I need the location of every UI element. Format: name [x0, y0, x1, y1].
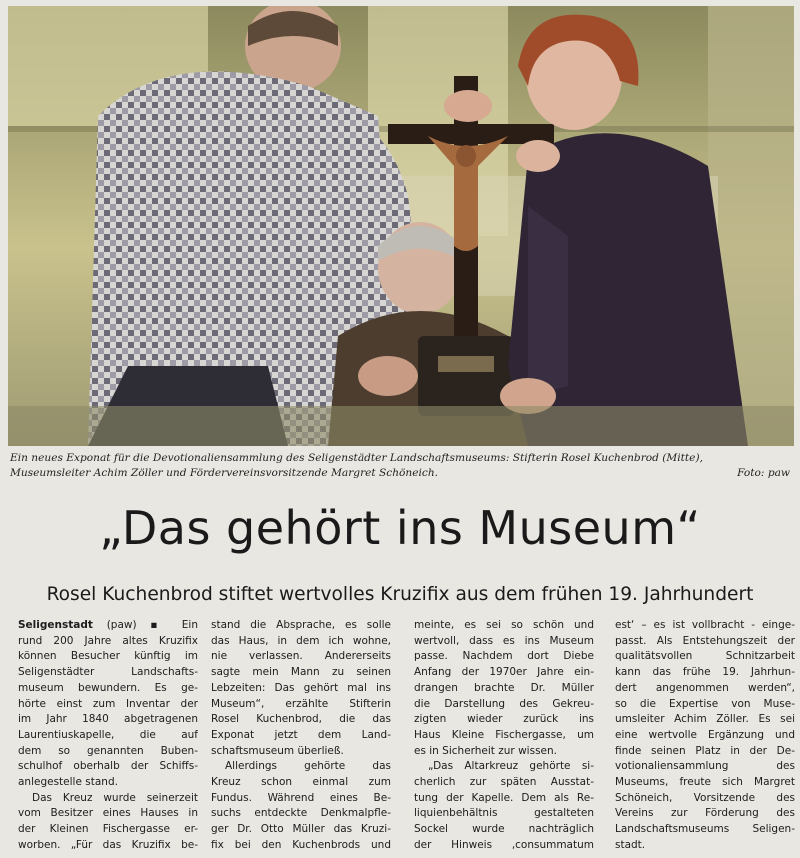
article-line: worben. „Für das Kruzifix be-: [18, 838, 198, 851]
subheadline: Rosel Kuchenbrod stiftet wertvolles Kruzifix aus dem frühen 19. Jahrhundert: [46, 584, 754, 605]
article-line: umsleiter Achim Zöller. Es sei: [615, 713, 795, 726]
article-line: stadt.: [615, 838, 646, 851]
article-line: hörte einst zum Inventar der: [18, 697, 198, 710]
article-line: es in Sicherheit zur wissen.: [414, 744, 557, 757]
article-line: so die Expertise von Muse-: [615, 697, 795, 710]
article-line: meinte, es sei so schön und: [414, 619, 594, 631]
dateline: Seligenstadt: [18, 619, 93, 631]
article-line: die Darstellung des Gekreu-: [414, 697, 594, 710]
article-line: können Besucher künftig im: [18, 650, 198, 663]
article-line: „Das Altarkreuz gehörte si-: [428, 760, 594, 773]
article-line: passe. Nachdem dort Diebe: [414, 650, 594, 663]
article-line: Allerdings gehörte das: [225, 760, 391, 773]
article-line: votionaliensammlung des: [615, 760, 795, 773]
article-line: Landschaftsmuseums Seligen-: [615, 823, 795, 836]
article-line: dem so genannten Buben-: [18, 744, 198, 757]
article-line: Lebzeiten: Das gehört mal ins: [211, 681, 391, 694]
article-line: est‘ – es ist vollbracht - einge-: [615, 619, 795, 631]
article-line: eine wertvolle Ergänzung und: [615, 728, 795, 741]
article-line: Schöneich, Vorsitzende des: [615, 791, 795, 804]
article-line: vom Besitzer eines Hauses in: [18, 807, 198, 820]
article-line: drangen brachte Dr. Müller: [414, 681, 594, 694]
article-line: kann das frühe 19. Jahrhun-: [615, 666, 795, 679]
article-column-3: [414, 618, 594, 854]
caption-line-1: Ein neues Exponat für die Devotionaliensammlung des Seligenstädter Landschaftsmuseums: Stifterin Rosel Kuchenbrod (Mitte),: [10, 452, 703, 464]
article-line: Fundus. Während eines Be-: [211, 791, 391, 804]
article-line: schaftsmuseum überließ.: [211, 744, 344, 757]
article-column-1: [18, 618, 198, 854]
article-line: wertvoll, dass es ins Museum: [414, 634, 594, 647]
article-line: finde seinen Platz in der De-: [615, 744, 795, 757]
article-line: rund 200 Jahre altes Kruzifix: [18, 634, 198, 647]
article-body: [18, 618, 800, 858]
photo-people-crucifix-icon: [8, 6, 794, 446]
headline: „Das gehört ins Museum“: [99, 501, 701, 555]
photo-credit: Foto: paw: [737, 467, 790, 479]
article-line: passt. Als Entstehungszeit der: [615, 634, 795, 647]
article-line: museum bewundern. Es ge-: [18, 681, 198, 694]
photo-caption: [10, 451, 794, 481]
article-line: Das Kreuz wurde seinerzeit: [32, 791, 198, 804]
article-line: dert angenommen werden“,: [615, 681, 795, 694]
article-line: zigten wieder zurück ins: [414, 713, 594, 726]
caption-line-2: Museumsleiter Achim Zöller und Fördervereinsvorsitzende Margret Schöneich.: [10, 467, 439, 479]
article-line: Laurentiuskapelle, die auf: [18, 728, 198, 741]
article-line: Seligenstädter Landschafts-: [18, 666, 198, 679]
article-line: Sockel wurde nachträglich: [414, 823, 594, 836]
article-column-4: [615, 618, 795, 854]
article-column-2: [211, 618, 391, 854]
article-line: qualitätsvollen Schnitzarbeit: [615, 650, 795, 663]
article-line: suchs entdeckte Denkmalpfle-: [211, 807, 391, 820]
article-line: das Haus, in dem ich wohne,: [211, 634, 391, 647]
article-line: im Jahr 1840 abgetragenen: [18, 713, 198, 726]
news-photo: [8, 6, 794, 446]
article-line: Museum“, erzählte Stifterin: [211, 697, 391, 710]
article-line: ger Dr. Otto Müller das Kruzi-: [211, 823, 391, 836]
article-line: sagte mein Mann zu seinen: [211, 666, 391, 679]
article-line: Kreuz schon einmal zum: [211, 776, 391, 789]
article-line: Anfang der 1970er Jahre ein-: [414, 666, 594, 679]
article-line: Haus Kleine Fischergasse, um: [414, 728, 594, 741]
article-line: stand die Absprache, es solle: [211, 619, 391, 631]
article-line: der Kleinen Fischergasse er-: [18, 823, 198, 836]
article-line: Seligenstadt (paw) ▪ Ein: [18, 619, 198, 631]
article-line: Museums, freute sich Margret: [615, 776, 795, 789]
article-line: anlegestelle stand.: [18, 776, 118, 789]
article-line: liquienbehältnis gestalteten: [414, 807, 594, 820]
article-line: Exponat jetzt dem Land-: [211, 728, 391, 741]
article-line: fix bei den Kuchenbrods und: [211, 838, 391, 851]
article-line: Rosel Kuchenbrod, die das: [211, 713, 391, 726]
article-line: Vereins zur Förderung des: [615, 807, 795, 820]
article-line: der Hinweis ‚consummatum: [414, 838, 594, 851]
article-line: schulhof oberhalb der Schiffs-: [18, 760, 198, 773]
article-line: cherlich zur späten Ausstat-: [414, 776, 594, 789]
article-line: tung der Kapelle. Dem als Re-: [414, 791, 594, 804]
article-line: nie verlassen. Andererseits: [211, 650, 391, 663]
